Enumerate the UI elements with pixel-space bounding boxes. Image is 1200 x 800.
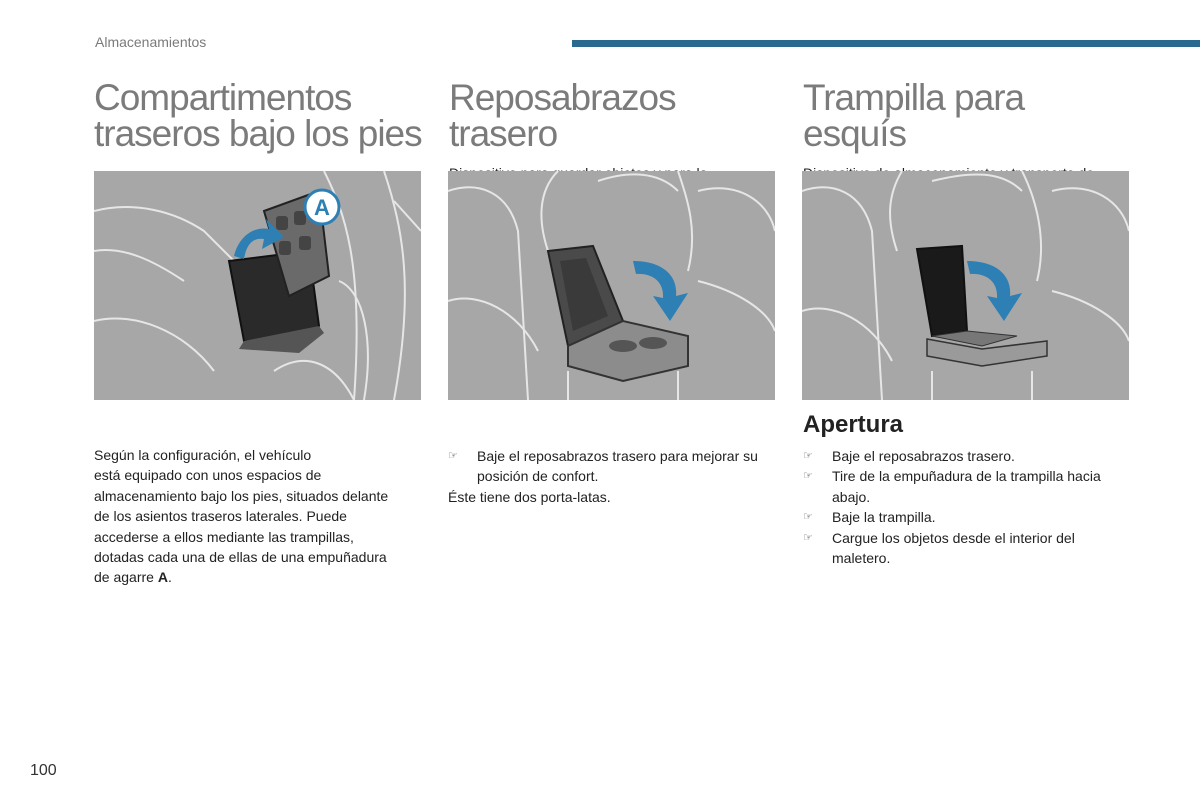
text-line: Según la configuración, el vehículo bbox=[94, 447, 312, 463]
pointing-hand-icon: ☞ bbox=[803, 511, 813, 524]
page-number: 100 bbox=[30, 762, 57, 779]
text-line: de los asientos traseros laterales. Puede bbox=[94, 508, 347, 525]
pointing-hand-icon: ☞ bbox=[803, 450, 813, 462]
text-line: de agarre A. bbox=[94, 569, 172, 586]
instruction-item: ☞ Cargue los objetos desde el interior del maletero. bbox=[803, 529, 1075, 567]
text-line: almacenamiento bajo los pies, situados delante bbox=[94, 487, 389, 504]
header-accent-bar bbox=[572, 40, 1200, 47]
pointing-hand-icon: ☞ bbox=[803, 470, 813, 483]
column-underfloor bbox=[94, 77, 424, 154]
text-line: está equipado con unos espacios de bbox=[94, 467, 322, 484]
instruction-item: ☞ Baje la trampilla. bbox=[803, 507, 1133, 527]
callout-letter: A bbox=[314, 195, 330, 220]
armrest-instructions bbox=[448, 446, 778, 507]
rear-armrest-illustration bbox=[448, 171, 775, 400]
instruction-item: ☞ Baje el reposabrazos trasero para mejorar su posición de confort. bbox=[448, 448, 758, 485]
callout-a-badge bbox=[305, 190, 339, 224]
armrest-note: Éste tiene dos porta-latas. bbox=[448, 488, 611, 505]
pointing-hand-icon: ☞ bbox=[803, 531, 813, 544]
column-title-underfloor: Compartimentos traseros bajo los pies bbox=[94, 77, 422, 154]
column-title-ski-hatch: Trampilla para esquís bbox=[803, 77, 1025, 154]
callout-reference: A bbox=[157, 569, 168, 586]
underfloor-description bbox=[94, 445, 424, 588]
under-floor-compartment-illustration bbox=[94, 171, 421, 400]
ski-hatch-instructions bbox=[803, 446, 1133, 568]
ski-hatch-illustration bbox=[802, 171, 1129, 400]
text-line: accederse a ellos mediante las trampillas, bbox=[94, 528, 354, 545]
pointing-hand-icon: ☞ bbox=[448, 450, 458, 462]
opening-subheading: Apertura bbox=[803, 411, 904, 438]
instruction-item: ☞ Tire de la empuñadura de la trampilla hacia abajo. bbox=[803, 468, 1101, 505]
instruction-item: ☞ Baje el reposabrazos trasero. bbox=[803, 446, 1133, 466]
text-line: dotadas cada una de ellas de una empuñadura bbox=[94, 549, 387, 566]
section-label: Almacenamientos bbox=[95, 34, 207, 50]
column-title-armrest: Reposabrazos trasero bbox=[449, 77, 676, 154]
